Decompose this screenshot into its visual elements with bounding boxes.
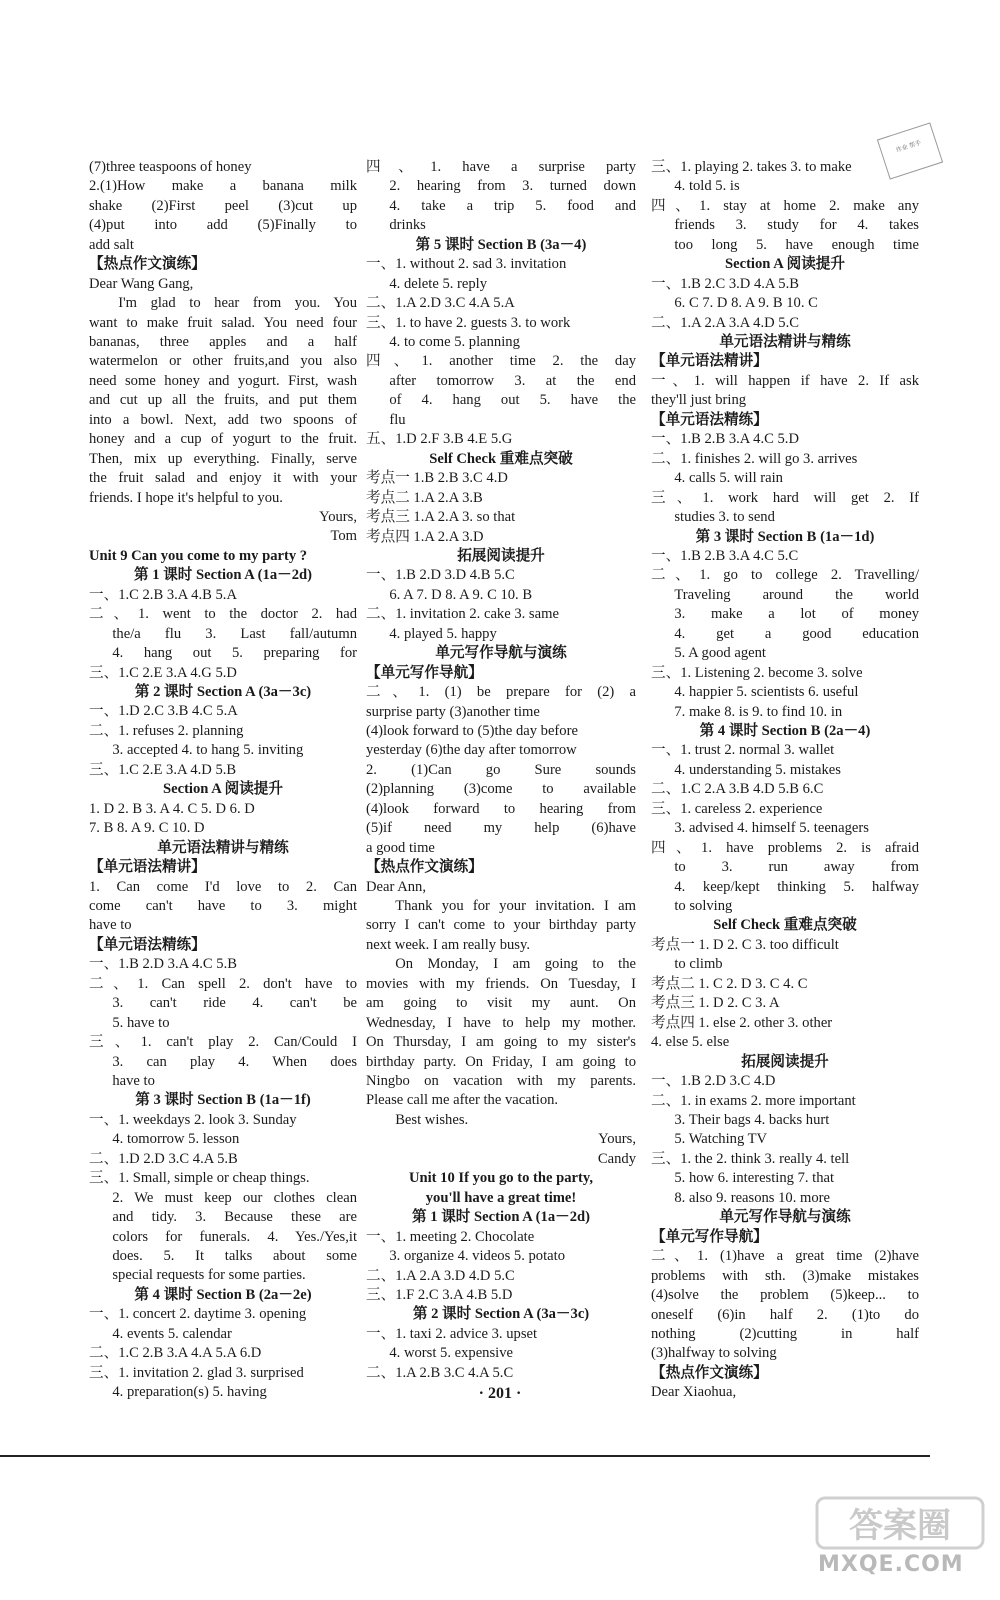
answer-line: yesterday (6)the day after tomorrow bbox=[366, 742, 577, 759]
answer-line: On Monday, I am going to the bbox=[395, 956, 636, 973]
answer-line: Yours, bbox=[598, 1131, 636, 1148]
answer-line: of 4. hang out 5. have the bbox=[389, 392, 636, 409]
answer-line: Unit 9 Can you come to my party ? bbox=[89, 547, 308, 564]
answer-line: 二、1.A 2.A 3.D 4.D 5.C bbox=[366, 1267, 515, 1284]
answer-line: 4. preparation(s) 5. having bbox=[112, 1384, 267, 1401]
answer-line: 第 4 课时 Section B (2a－2e) bbox=[134, 1286, 312, 1303]
answer-line: 三、1.F 2.C 3.A 4.B 5.D bbox=[366, 1286, 513, 1303]
answer-line: 3. organize 4. videos 5. potato bbox=[389, 1248, 565, 1265]
answer-line: they'll just bring bbox=[651, 392, 747, 409]
answer-line: 一、1.B 2.B 3.A 4.C 5.C bbox=[651, 547, 799, 564]
answer-line: 考点三 1. D 2. C 3. A bbox=[651, 995, 780, 1012]
answer-line: watermelon or other fruits,and you also bbox=[89, 353, 357, 370]
answer-line: friends 3. study for 4. takes bbox=[674, 217, 919, 234]
answer-line: you'll have a great time! bbox=[425, 1189, 577, 1206]
answer-line: 四、1. have problems 2. is afraid bbox=[651, 839, 919, 856]
answer-line: 4. played 5. happy bbox=[389, 625, 497, 642]
answer-line: too long 5. have enough time bbox=[674, 236, 919, 253]
watermark-site: MXQE.COM bbox=[818, 1552, 964, 1577]
answer-line: Then, mix up everything. Finally, serve bbox=[89, 450, 357, 467]
footer-rule bbox=[0, 1455, 930, 1457]
answer-line: oneself (6)in half 2. (1)to do bbox=[651, 1306, 919, 1323]
answer-line: 二、1.C 2.A 3.B 4.D 5.B 6.C bbox=[651, 781, 824, 798]
answer-line: (4)look forward to hearing from bbox=[366, 800, 636, 817]
answer-line: 2.(1)How make a banana milk bbox=[89, 178, 357, 195]
answer-line: 单元写作导航与演练 bbox=[719, 1209, 851, 1226]
answer-line: 一、1. without 2. sad 3. invitation bbox=[366, 256, 567, 273]
answer-line: 【单元语法精讲】 bbox=[89, 859, 206, 876]
answer-line: birthday party. On Friday, I am going to bbox=[366, 1053, 636, 1070]
answer-line: 二、1. finishes 2. will go 3. arrives bbox=[651, 450, 858, 467]
answer-line: 单元语法精讲与精练 bbox=[157, 839, 289, 856]
answer-line: Dear Wang Gang, bbox=[89, 275, 194, 292]
answer-line: 4. calls 5. will rain bbox=[674, 470, 783, 487]
answer-line: 4. to come 5. planning bbox=[389, 334, 520, 351]
answer-line: I'm glad to hear from you. You bbox=[118, 295, 357, 312]
answer-line: 二、1. (1) be prepare for (2) a bbox=[366, 684, 636, 701]
answer-line: 考点四 1.A 2.A 3.D bbox=[366, 528, 484, 545]
answer-line: 一、1.D 2.C 3.B 4.C 5.A bbox=[89, 703, 238, 720]
answer-line: 二、1.D 2.D 3.C 4.A 5.B bbox=[89, 1150, 238, 1167]
answer-line: 4. understanding 5. mistakes bbox=[674, 761, 841, 778]
answer-line: 第 2 课时 Section A (3a－3c) bbox=[134, 683, 312, 700]
answer-line: 4. told 5. is bbox=[674, 178, 740, 195]
answer-line: 2. We must keep our clothes clean bbox=[112, 1189, 357, 1206]
answer-line: 6. A 7. D 8. A 9. C 10. B bbox=[389, 586, 533, 603]
answer-line: (3)halfway to solving bbox=[651, 1345, 777, 1362]
answer-line: 4. else 5. else bbox=[651, 1034, 730, 1051]
answer-line: 第 1 课时 Section A (1a－2d) bbox=[134, 567, 312, 584]
answer-line: Dear Ann, bbox=[366, 878, 426, 895]
answer-line: next week. I am really busy. bbox=[366, 936, 530, 953]
answer-line: 一、1.B 2.B 3.A 4.C 5.D bbox=[651, 431, 799, 448]
answer-line: 4. hang out 5. preparing for bbox=[112, 645, 357, 662]
answer-line: 三、1. Small, simple or cheap things. bbox=[89, 1170, 310, 1187]
answer-line: 二、1. go to college 2. Travelling/ bbox=[651, 567, 919, 584]
answer-line: Thank you for your invitation. I am bbox=[395, 898, 636, 915]
answer-line: 三、1. the 2. think 3. really 4. tell bbox=[651, 1150, 850, 1167]
answer-line: 6. C 7. D 8. A 9. B 10. C bbox=[674, 295, 818, 312]
corner-stamp bbox=[877, 122, 943, 179]
answer-line: 二、1. refuses 2. planning bbox=[89, 722, 244, 739]
answer-line: honey and a cup of yogurt to the fruit. bbox=[89, 431, 357, 448]
answer-line: 四、1. another time 2. the day bbox=[366, 353, 636, 370]
answer-line: 【单元语法精练】 bbox=[89, 936, 206, 953]
answer-line: 三、1.C 2.E 3.A 4.D 5.B bbox=[89, 761, 237, 778]
watermark-logo-text: 答案圈 bbox=[849, 1506, 951, 1546]
answer-line: 一、1.B 2.C 3.D 4.A 5.B bbox=[651, 275, 799, 292]
answer-line: 【热点作文演练】 bbox=[366, 859, 483, 876]
answer-line: Dear Xiaohua, bbox=[651, 1384, 737, 1401]
answer-line: into a bowl. Next, add two spoons of bbox=[89, 411, 357, 428]
answer-line: (5)if need my help (6)have bbox=[366, 820, 636, 837]
answer-line: 【热点作文演练】 bbox=[89, 256, 206, 273]
answer-line: 3. accepted 4. to hang 5. inviting bbox=[112, 742, 304, 759]
answer-line: 【单元写作导航】 bbox=[651, 1228, 768, 1245]
answer-line: 三、1. Listening 2. become 3. solve bbox=[651, 664, 863, 681]
answer-line: 二、1.A 2.B 3.C 4.A 5.C bbox=[366, 1364, 514, 1381]
answer-line: 第 5 课时 Section B (3a－4) bbox=[415, 236, 587, 253]
stamp-text: 作业 帮手 bbox=[895, 139, 923, 155]
answer-line: 5. have to bbox=[112, 1014, 170, 1031]
answer-line: Self Check 重难点突破 bbox=[429, 450, 573, 467]
answer-line: 一、1. will happen if have 2. If ask bbox=[651, 372, 919, 389]
answer-line: 4. get a good education bbox=[674, 625, 919, 642]
answer-line: 二、1. invitation 2. cake 3. same bbox=[366, 606, 559, 623]
answer-line: 【热点作文演练】 bbox=[651, 1364, 768, 1381]
answer-line: 考点四 1. else 2. other 3. other bbox=[651, 1014, 833, 1031]
answer-line: 【单元语法精练】 bbox=[651, 411, 768, 428]
answer-line: 【单元写作导航】 bbox=[366, 664, 483, 681]
answer-line: 二、1. Can spell 2. don't have to bbox=[89, 975, 357, 992]
answer-line: bananas, three apples and a half bbox=[89, 334, 357, 350]
answer-line: have to bbox=[112, 1072, 155, 1089]
answer-line: Traveling around the world bbox=[674, 586, 919, 603]
answer-line: 考点二 1. C 2. D 3. C 4. C bbox=[651, 975, 808, 992]
answer-line: 3. can't ride 4. can't be bbox=[112, 995, 357, 1012]
answer-line: Ningbo on vacation with my parents. bbox=[366, 1073, 636, 1089]
answer-line: 二、1. went to the doctor 2. had bbox=[89, 606, 357, 623]
answer-line: 4. worst 5. expensive bbox=[389, 1345, 513, 1362]
answer-line: friends. I hope it's helpful to you. bbox=[89, 489, 283, 506]
answer-line: 二、1.C 2.B 3.A 4.A 5.A 6.D bbox=[89, 1345, 262, 1362]
answer-line: 三、1. careless 2. experience bbox=[651, 800, 823, 817]
answer-line: 考点一 1. D 2. C 3. too difficult bbox=[651, 936, 839, 953]
answer-line: special requests for some parties. bbox=[112, 1267, 306, 1284]
page-number: · 201 · bbox=[478, 1385, 522, 1402]
answer-line: 5. Watching TV bbox=[674, 1131, 768, 1148]
answer-line: 4. happier 5. scientists 6. useful bbox=[674, 684, 859, 701]
answer-line: and cut up all the fruits, and put them bbox=[89, 392, 357, 409]
answer-line: 3. advised 4. himself 5. teenagers bbox=[674, 820, 869, 837]
answer-line: Unit 10 If you go to the party, bbox=[408, 1170, 594, 1187]
answer-line: nothing (2)cutting in half bbox=[651, 1325, 919, 1342]
answer-line: (4)look forward to (5)the day before bbox=[366, 723, 578, 740]
answer-line: 一、1. concert 2. daytime 3. opening bbox=[89, 1306, 307, 1323]
answer-line: 4. take a trip 5. food and bbox=[389, 197, 636, 214]
answer-line: 五、1.D 2.F 3.B 4.E 5.G bbox=[366, 431, 513, 448]
answer-line: 4. delete 5. reply bbox=[389, 275, 488, 292]
answer-line: (2)planning (3)come to available bbox=[366, 781, 636, 798]
answer-line: 1. Can come I'd love to 2. Can bbox=[89, 878, 357, 895]
answer-line: 第 3 课时 Section B (1a－1d) bbox=[695, 528, 875, 545]
answer-line: sorry I can't come to your birthday party bbox=[366, 917, 636, 934]
answer-line: movies with my friends. On Tuesday, I bbox=[366, 975, 636, 992]
answer-line: 一、1.C 2.B 3.A 4.B 5.A bbox=[89, 586, 237, 603]
answer-line: (4)put into add (5)Finally to bbox=[89, 217, 357, 234]
answer-column-right bbox=[651, 158, 919, 1403]
answer-line: 【单元语法精讲】 bbox=[651, 353, 768, 370]
answer-line: 4. tomorrow 5. lesson bbox=[112, 1131, 240, 1148]
answer-line: shake (2)First peel (3)cut up bbox=[89, 197, 357, 214]
answer-line: Section A 阅读提升 bbox=[163, 781, 283, 798]
answer-line: problems with sth. (3)make mistakes bbox=[651, 1267, 919, 1284]
answer-line: 7. make 8. is 9. to find 10. in bbox=[674, 703, 843, 720]
answer-line: have to bbox=[89, 917, 132, 934]
answer-line: Yours, bbox=[319, 508, 357, 525]
answer-line: Tom bbox=[330, 528, 357, 545]
answer-line: 一、1.B 2.D 3.C 4.D bbox=[651, 1073, 776, 1090]
answer-line: 二、1. in exams 2. more important bbox=[651, 1092, 856, 1109]
answer-line: the fruit salad and enjoy it with your bbox=[89, 470, 357, 487]
answer-line: 一、1.B 2.D 3.D 4.B 5.C bbox=[366, 567, 515, 584]
answer-line: 四、1. have a surprise party bbox=[366, 159, 636, 175]
answer-line: 四、1. stay at home 2. make any bbox=[651, 197, 919, 214]
answer-line: 一、1. trust 2. normal 3. wallet bbox=[651, 742, 835, 759]
answer-line: after tomorrow 3. at the end bbox=[389, 372, 636, 389]
answer-line: am going to visit my aunt. On bbox=[366, 995, 636, 1012]
answer-line: 三、1. to have 2. guests 3. to work bbox=[366, 314, 571, 331]
answer-line: 2. (1)Can go Sure sounds bbox=[366, 761, 636, 778]
answer-line: 3. make a lot of money bbox=[674, 606, 919, 623]
answer-line: 三、1. can't play 2. Can/Could I bbox=[89, 1034, 357, 1051]
answer-line: 1. D 2. B 3. A 4. C 5. D 6. D bbox=[89, 800, 255, 817]
answer-line: Candy bbox=[597, 1150, 636, 1167]
answer-line: Wednesday, I have to help my mother. bbox=[366, 1014, 636, 1031]
answer-line: drinks bbox=[389, 217, 426, 234]
answer-line: 一、1.B 2.D 3.A 4.C 5.B bbox=[89, 956, 237, 973]
answer-line: 一、1. weekdays 2. look 3. Sunday bbox=[89, 1111, 297, 1128]
answer-line: add salt bbox=[89, 236, 134, 253]
answer-line: 2. hearing from 3. turned down bbox=[389, 178, 636, 195]
answer-line: a good time bbox=[366, 839, 435, 856]
answer-line: 8. also 9. reasons 10. more bbox=[674, 1189, 830, 1206]
answer-line: to 3. run away from bbox=[674, 859, 919, 876]
answer-line: the/a flu 3. Last fall/autumn bbox=[112, 625, 357, 642]
answer-line: 三、1. playing 2. takes 3. to make bbox=[651, 159, 852, 175]
answer-line: come can't have to 3. might bbox=[89, 897, 357, 914]
answer-line: surprise party (3)another time bbox=[366, 703, 540, 720]
answer-line: to solving bbox=[674, 898, 733, 915]
answer-column-middle bbox=[366, 158, 636, 1383]
answer-line: 一、1. meeting 2. Chocolate bbox=[366, 1228, 535, 1245]
answer-line: 三、1. work hard will get 2. If bbox=[651, 489, 919, 506]
answer-line: and tidy. 3. Because these are bbox=[112, 1209, 357, 1226]
answer-line: 拓展阅读提升 bbox=[457, 547, 545, 564]
answer-line: 第 4 课时 Section B (2a－4) bbox=[699, 723, 871, 739]
answer-line: 3. Their bags 4. backs hurt bbox=[674, 1112, 830, 1129]
answer-line: 第 3 课时 Section B (1a－1f) bbox=[135, 1092, 311, 1109]
answer-line: On Thursday, I am going to my sister's bbox=[366, 1034, 636, 1051]
answer-line: 考点一 1.B 2.B 3.C 4.D bbox=[366, 470, 508, 487]
answer-line: 7. B 8. A 9. C 10. D bbox=[89, 820, 205, 837]
answer-line: 单元语法精讲与精练 bbox=[719, 334, 851, 351]
answer-line: 5. A good agent bbox=[674, 645, 766, 662]
answer-line: colors for funerals. 4. Yes./Yes,it bbox=[112, 1228, 357, 1245]
answer-line: Section A 阅读提升 bbox=[725, 256, 845, 273]
answer-line: 一、1. taxi 2. advice 3. upset bbox=[366, 1325, 538, 1342]
answer-line: 5. how 6. interesting 7. that bbox=[674, 1170, 835, 1187]
answer-line: (7)three teaspoons of honey bbox=[89, 159, 252, 175]
answer-line: 考点二 1.A 2.A 3.B bbox=[366, 489, 483, 506]
answer-line: 三、1. invitation 2. glad 3. surprised bbox=[89, 1364, 304, 1381]
answer-line: flu bbox=[389, 411, 406, 428]
answer-line: need some honey and yogurt. First, wash bbox=[89, 372, 357, 389]
answer-line: 二、1.A 2.A 3.A 4.D 5.C bbox=[651, 314, 799, 331]
answer-line: does. 5. It talks about some bbox=[112, 1247, 357, 1264]
answer-line: Best wishes. bbox=[395, 1111, 469, 1128]
answer-line: 4. events 5. calendar bbox=[112, 1325, 232, 1342]
answer-line: 第 1 课时 Section A (1a－2d) bbox=[412, 1209, 590, 1226]
answer-line: want to make fruit salad. You need four bbox=[89, 314, 357, 331]
answer-line: (4)solve the problem (5)keep... to bbox=[651, 1287, 919, 1304]
answer-line: 二、1. (1)have a great time (2)have bbox=[651, 1248, 919, 1265]
answer-line: Self Check 重难点突破 bbox=[713, 917, 857, 934]
answer-column-left bbox=[89, 158, 357, 1403]
answer-line: to climb bbox=[674, 956, 723, 973]
answer-line: 4. keep/kept thinking 5. halfway bbox=[674, 878, 919, 895]
answer-line: 拓展阅读提升 bbox=[741, 1053, 829, 1070]
answer-line: 第 2 课时 Section A (3a－3c) bbox=[412, 1306, 590, 1323]
answer-line: 二、1.A 2.D 3.C 4.A 5.A bbox=[366, 295, 515, 312]
answer-line: 3. can play 4. When does bbox=[112, 1053, 357, 1070]
answer-line: studies 3. to send bbox=[674, 509, 775, 526]
answer-line: 考点三 1.A 2.A 3. so that bbox=[366, 509, 516, 526]
answer-line: Please call me after the vacation. bbox=[366, 1092, 559, 1109]
answer-line: 单元写作导航与演练 bbox=[435, 645, 567, 662]
answer-line: 三、1.C 2.E 3.A 4.G 5.D bbox=[89, 664, 237, 681]
